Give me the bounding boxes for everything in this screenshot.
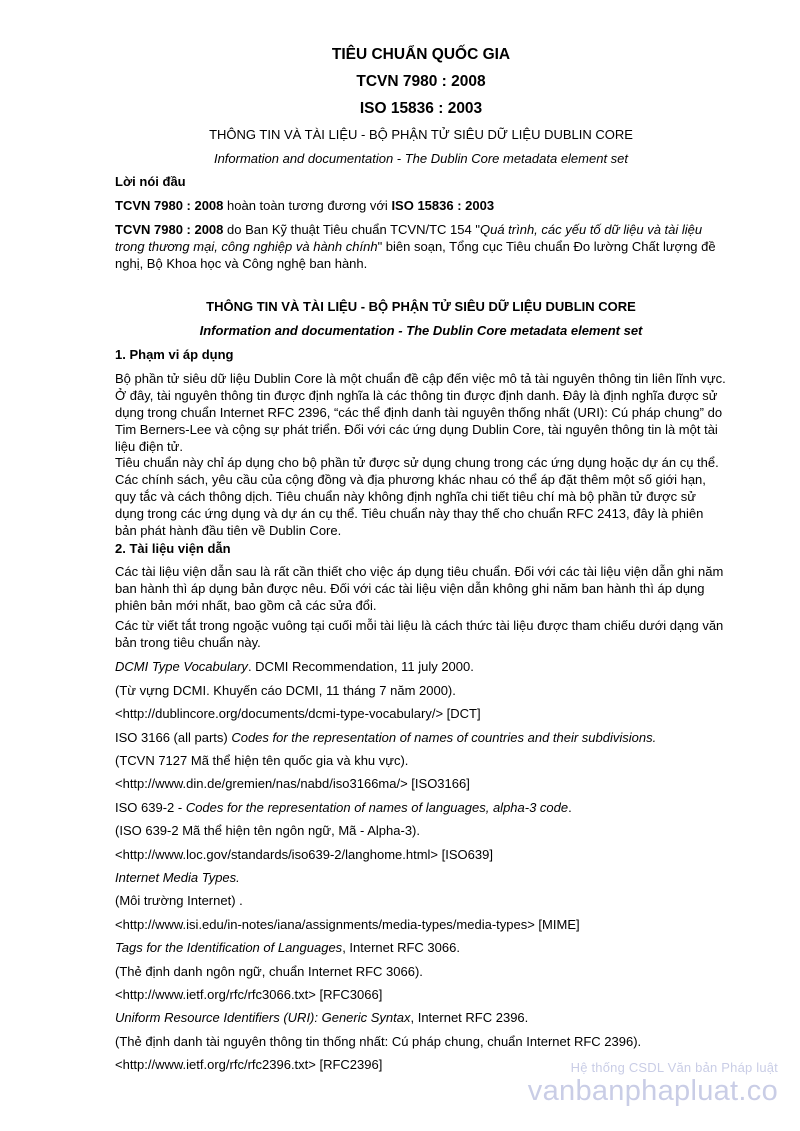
references-paragraph-1: Các tài liệu viện dẫn sau là rất cần thiết cho việc áp dụng tiêu chuẩn. Đối với các tài liệu viện dẫn ghi năm ban hành thì áp dụng bản được nêu. Đối với các tài liệu viện dẫn không ghi năm ban hành thì áp dụng phiên bản mới nhất, bao gồm cả các sửa đổi. <box>115 564 724 613</box>
ref-iso639-title: Codes for the representation of names of languages, alpha-3 code <box>185 800 569 815</box>
ref-mime-url: <http://www.isi.edu/in-notes/iana/assignments/media-types/media-types> [MIME] <box>115 917 580 932</box>
ref-iso639 <box>115 799 727 816</box>
ref-dcmi-vi: (Từ vựng DCMI. Khuyến cáo DCMI, 11 tháng 7 năm 2000). <box>115 683 456 698</box>
scope-paragraph-1: Bộ phần tử siêu dữ liệu Dublin Core là một chuẩn đề cập đến việc mô tả tài nguyên thông tin liên lĩnh vực. Ở đây, tài nguyên thông tin được định nghĩa là các thông tin được định danh. Đây là định nghĩa được sử dụng trong chuẩn Internet RFC 2396, “các thể định danh tài nguyên thống nhất (URI): Cú pháp chung” do Tim Berners-Lee và cộng sự phát triển. Đối với các ứng dụng Dublin Core, tài nguyên thông tin là một tài liệu điện tử. <box>115 371 726 454</box>
committee-name: Quá trình, các yếu tố dữ liệu và tài liệu trong thương mại, công nghiệp và hành chính <box>115 222 703 254</box>
references-heading: 2. Tài liệu viện dẫn <box>115 541 231 556</box>
foreword-equivalence: hoàn toàn tương đương với <box>223 198 392 213</box>
section-title-en: Information and documentation - The Dublin Core metadata element set <box>199 323 643 338</box>
foreword-code: TCVN 7980 : 2008 <box>115 198 224 213</box>
foreword-line1 <box>115 197 727 214</box>
watermark-line-1: Hệ thống CSDL Văn bản Pháp luật <box>570 1060 778 1075</box>
ref-dcmi <box>115 658 727 675</box>
ref-dcmi-detail: . DCMI Recommendation, 11 july 2000. <box>247 659 474 674</box>
foreword-p2-text: do Ban Kỹ thuật Tiêu chuẩn TCVN/TC 154 " <box>223 222 480 237</box>
foreword-iso: ISO 15836 : 2003 <box>391 198 495 213</box>
ref-rfc2396-title: Uniform Resource Identifiers (URI): Generic Syntax <box>115 1010 411 1025</box>
references-paragraph-2: Các từ viết tắt trong ngoặc vuông tại cuối mỗi tài liệu là cách thức tài liệu được tham chiếu dưới dạng văn bản trong tiêu chuẩn này. <box>115 618 724 650</box>
ref-dcmi-title: DCMI Type Vocabulary <box>115 659 248 674</box>
ref-iso639-url: <http://www.loc.gov/standards/iso639-2/langhome.html> [ISO639] <box>115 847 493 862</box>
foreword-heading: Lời nói đầu <box>115 174 186 189</box>
ref-rfc3066-title: Tags for the Identification of Languages <box>115 940 343 955</box>
ref-rfc3066 <box>115 939 727 956</box>
doc-title: TIÊU CHUẨN QUỐC GIA <box>331 46 511 63</box>
doc-subtitle-en: Information and documentation - The Dublin Core metadata element set <box>213 151 629 166</box>
ref-mime: Internet Media Types. <box>115 870 240 885</box>
ref-iso639-code: ISO 639-2 - <box>115 800 186 815</box>
watermark <box>528 1060 778 1107</box>
watermark-line-2: vanbanphapluat.co <box>527 1075 778 1107</box>
ref-iso3166-code: ISO 3166 (all parts) <box>115 730 232 745</box>
ref-rfc3066-vi: (Thẻ định danh ngôn ngữ, chuẩn Internet RFC 3066). <box>115 964 423 979</box>
ref-rfc2396-detail: , Internet RFC 2396. <box>410 1010 529 1025</box>
doc-code: TCVN 7980 : 2008 <box>356 73 486 90</box>
ref-rfc2396-vi: (Thẻ định danh tài nguyên thông tin thống nhất: Cú pháp chung, chuẩn Internet RFC 2396). <box>115 1034 642 1049</box>
scope-heading: 1. Phạm vi áp dụng <box>115 347 234 362</box>
ref-iso3166-vi: (TCVN 7127 Mã thể hiện tên quốc gia và khu vực). <box>115 753 409 768</box>
foreword-p2-code: TCVN 7980 : 2008 <box>115 222 224 237</box>
ref-iso639-vi: (ISO 639-2 Mã thể hiện tên ngôn ngữ, Mã - Alpha-3). <box>115 823 420 838</box>
ref-iso3166 <box>115 729 727 746</box>
doc-subtitle: THÔNG TIN VÀ TÀI LIỆU - BỘ PHẬN TỬ SIÊU DỮ LIỆU DUBLIN CORE <box>209 127 633 142</box>
ref-mime-vi: (Môi trường Internet) . <box>115 893 243 908</box>
doc-iso: ISO 15836 : 2003 <box>359 100 483 117</box>
ref-iso3166-title: Codes for the representation of names of countries and their subdivisions. <box>231 730 657 745</box>
ref-rfc2396-url: <http://www.ietf.org/rfc/rfc2396.txt> [RFC2396] <box>115 1057 383 1072</box>
ref-rfc3066-url: <http://www.ietf.org/rfc/rfc3066.txt> [RFC3066] <box>115 987 383 1002</box>
ref-iso639-end: . <box>568 800 572 815</box>
ref-iso3166-url: <http://www.din.de/gremien/nas/nabd/iso3166ma/> [ISO3166] <box>115 776 470 791</box>
ref-dcmi-url: <http://dublincore.org/documents/dcmi-type-vocabulary/> [DCT] <box>115 706 481 721</box>
ref-rfc2396 <box>115 1009 727 1026</box>
foreword-p2-tail: " biên soạn, Tổng cục Tiêu chuẩn Đo lường Chất lượng đề nghị, Bộ Khoa học và Công nghệ ban hành. <box>115 239 716 271</box>
foreword-paragraph <box>115 221 727 272</box>
section-title: THÔNG TIN VÀ TÀI LIỆU - BỘ PHẬN TỬ SIÊU DỮ LIỆU DUBLIN CORE <box>206 299 636 314</box>
scope-paragraph-2: Tiêu chuẩn này chỉ áp dụng cho bộ phần tử được sử dụng chung trong các ứng dụng hoặc dự án cụ thể. Các chính sách, yêu cầu của cộng đồng và địa phương khác nhau có thể áp đặt thêm một số giới hạn, quy tắc và cách thông dịch. Tiêu chuẩn này không định nghĩa chi tiết tiêu chí mà bộ phần tử được sử dụng trong các ứng dụng và dự án cụ thể. Tiêu chuẩn này thay thế cho chuẩn RFC 2413, đây là phiên bản phát hành đầu tiên về Dublin Core. <box>115 455 719 538</box>
ref-rfc3066-detail: , Internet RFC 3066. <box>342 940 460 955</box>
